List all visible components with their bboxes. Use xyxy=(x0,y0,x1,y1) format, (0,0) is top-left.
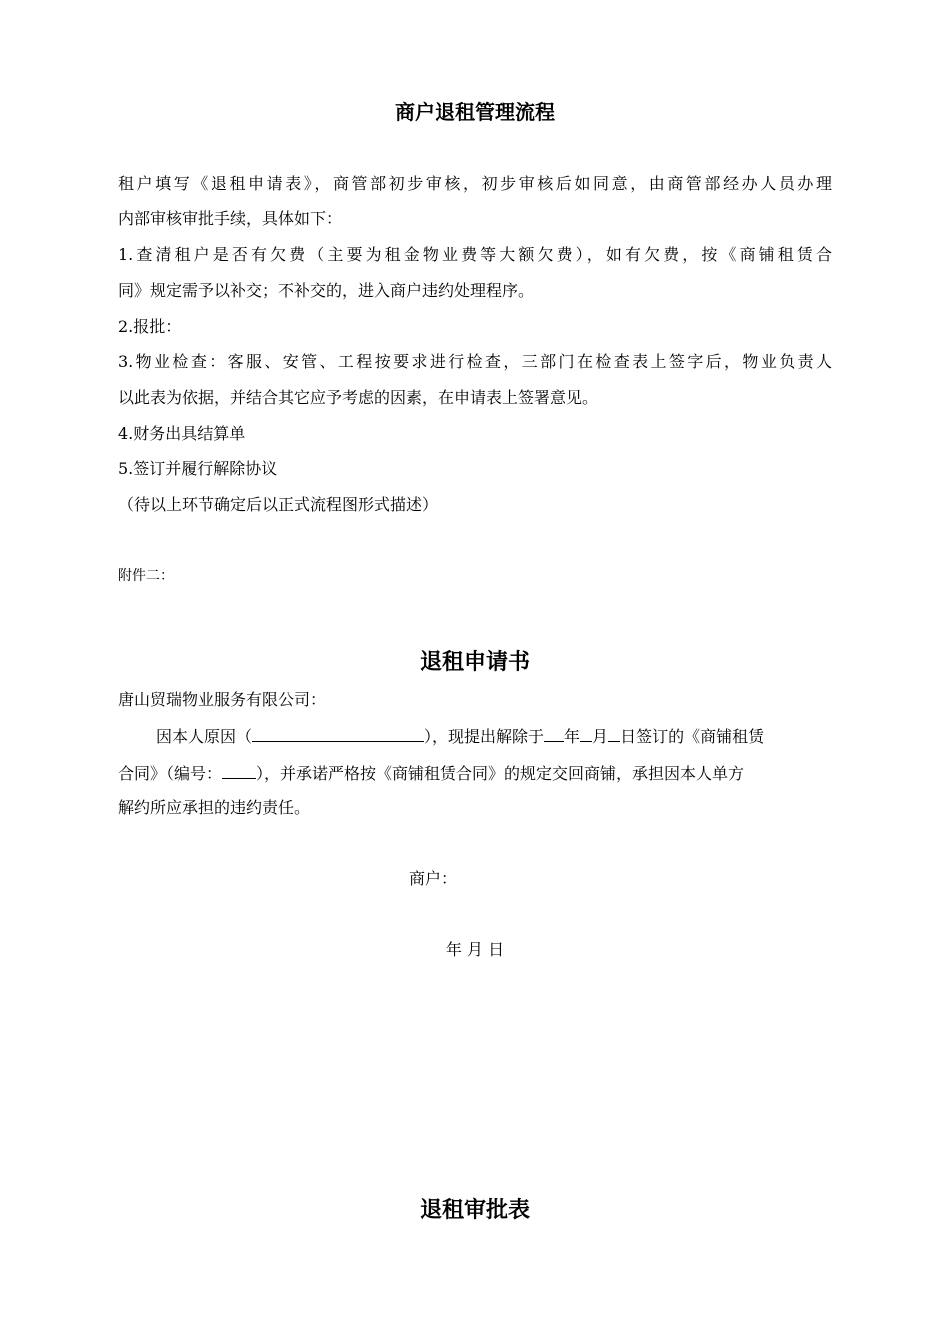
application-body-line-1 xyxy=(156,725,832,747)
process-note: （待以上环节确定后以正式流程图形式描述） xyxy=(118,495,439,514)
intro-line-2: 内部审核审批手续，具体如下： xyxy=(118,209,343,228)
application-body-line-3: 解约所应承担的违约责任。 xyxy=(118,798,311,817)
application-body-line-2 xyxy=(118,762,832,784)
process-title: 商户退租管理流程 xyxy=(395,100,555,124)
body-text-c: 年 xyxy=(564,727,581,746)
day-blank xyxy=(608,725,620,742)
approval-title: 退租审批表 xyxy=(419,1198,530,1223)
step-1-line-1: 1.查清租户是否有欠费（主要为租金物业费等大额欠费），如有欠费，按《商铺租赁合 xyxy=(118,245,832,264)
body-text-d: 月 xyxy=(592,727,609,746)
step-5: 5.签订并履行解除协议 xyxy=(118,459,278,478)
intro-line-1: 租户填写《退租申请表》，商管部初步审核，初步审核后如同意，由商管部经办人员办理 xyxy=(118,174,832,193)
body-text-b: ），现提出解除于 xyxy=(424,727,545,746)
step-3-line-1: 3.物业检查：客服、安管、工程按要求进行检查，三部门在检查表上签字后，物业负责人 xyxy=(118,352,832,371)
month-blank xyxy=(580,725,592,742)
step-3-line-2: 以此表为依据，并结合其它应予考虑的因素，在申请表上签署意见。 xyxy=(118,388,599,407)
application-title: 退租申请书 xyxy=(419,650,530,675)
application-addressee: 唐山贸瑞物业服务有限公司： xyxy=(118,690,327,709)
step-4: 4.财务出具结算单 xyxy=(118,424,246,443)
reason-blank xyxy=(252,725,424,742)
step-1-line-2: 同》规定需予以补交；不补交的，进入商户违约处理程序。 xyxy=(118,281,535,300)
merchant-signature-label: 商户： xyxy=(409,869,458,888)
body-text-e: 日签订的《商铺租赁 xyxy=(620,727,765,746)
body2-text-b: ），并承诺严格按《商铺租赁合同》的规定交回商铺，承担因本人单方 xyxy=(256,764,745,783)
attachment-label: 附件二： xyxy=(118,568,174,584)
application-date-line: 年 月 日 xyxy=(445,940,505,959)
body-text-a: 因本人原因（ xyxy=(156,727,253,746)
body2-text-a: 合同》（编号： xyxy=(118,764,223,783)
contract-number-blank xyxy=(222,762,256,779)
year-blank xyxy=(544,725,564,742)
step-2: 2.报批： xyxy=(118,317,182,336)
